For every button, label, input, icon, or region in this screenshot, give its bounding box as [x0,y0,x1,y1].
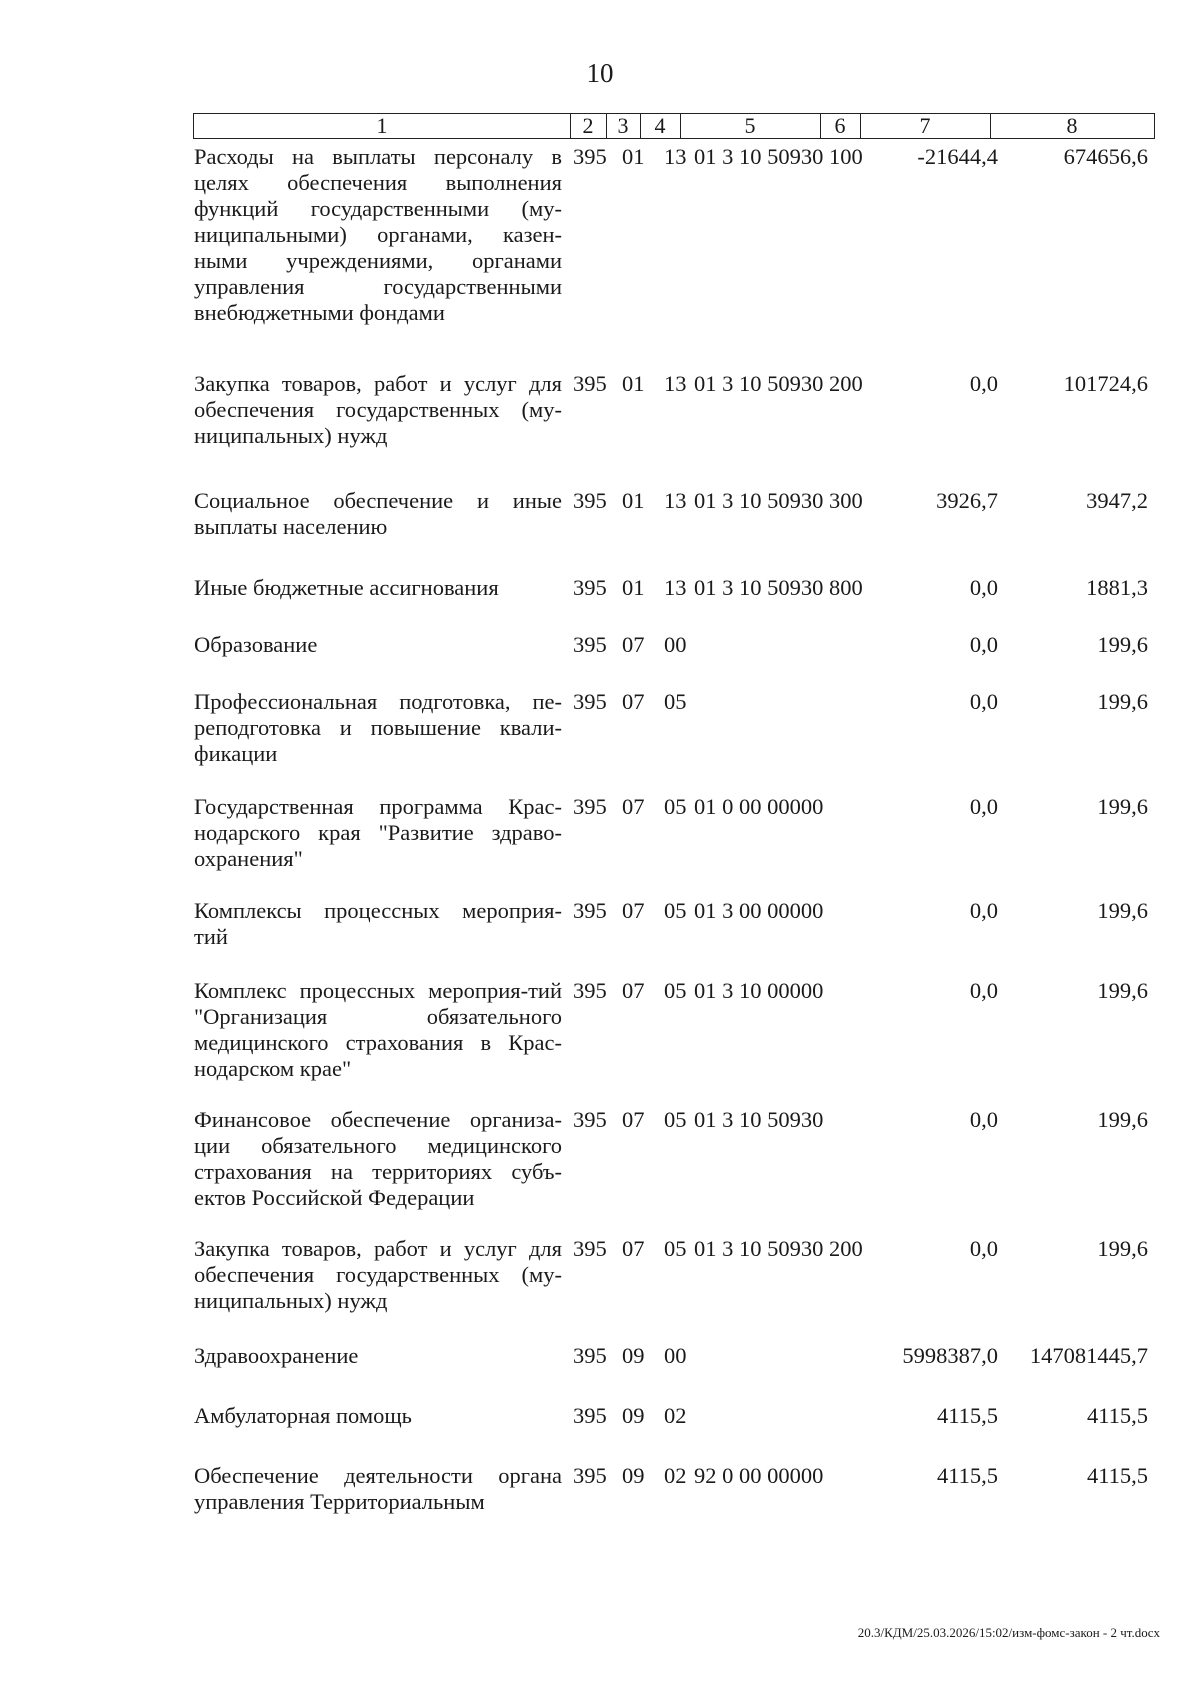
row-code-2: 395 [573,898,607,923]
row-value-8: 101724,6 [1063,371,1148,396]
row-value-8: 1881,3 [1086,575,1148,600]
header-col-1: 1 [376,113,388,138]
row-code-4: 13 [664,575,687,600]
row-value-8: 199,6 [1097,794,1148,819]
row-code-2: 395 [573,1107,607,1132]
row-code-5: 01 3 10 50930 300 [694,488,863,513]
row-code-4: 05 [664,1236,687,1261]
row-code-3: 01 [622,575,645,600]
header-col-5: 5 [744,113,756,138]
row-code-2: 395 [573,144,607,169]
row-value-7: 0,0 [969,794,998,819]
row-code-3: 01 [622,144,645,169]
row-code-3: 09 [622,1343,645,1368]
row-value-8: 199,6 [1097,898,1148,923]
row-description: Расходы на выплаты персоналу в целях обеспечения выполнения функций государственными (му-ниципальными) органами, казен-ными учреждениями, органами управления государственными внебюджетными фондами [194,144,562,325]
row-code-5: 01 0 00 00000 [694,794,824,819]
row-value-7: 4115,5 [936,1403,998,1428]
row-value-8: 199,6 [1097,978,1148,1003]
row-description: Здравоохранение [194,1343,359,1368]
header-col-8: 8 [1066,113,1078,138]
row-code-4: 05 [664,794,687,819]
row-code-2: 395 [573,488,607,513]
table-header [193,113,1155,139]
row-code-5: 01 3 10 50930 800 [694,575,863,600]
row-value-8: 674656,6 [1063,144,1148,169]
row-description: Обеспечение деятельности органа управления Территориальным [194,1463,562,1514]
row-code-3: 07 [622,978,645,1003]
row-code-2: 395 [573,1463,607,1488]
row-code-2: 395 [573,1343,607,1368]
row-code-4: 05 [664,898,687,923]
row-code-4: 05 [664,1107,687,1132]
row-value-7: 0,0 [969,371,998,396]
row-code-2: 395 [573,978,607,1003]
row-code-4: 02 [664,1403,687,1428]
row-code-4: 13 [664,488,687,513]
row-value-8: 147081445,7 [1029,1343,1148,1368]
row-code-3: 01 [622,488,645,513]
row-description: Амбулаторная помощь [194,1403,412,1428]
row-value-7: 0,0 [969,689,998,714]
row-value-7: -21644,4 [917,144,998,169]
row-value-7: 0,0 [969,1107,998,1132]
row-code-2: 395 [573,632,607,657]
row-description: Государственная программа Крас-нодарского края "Развитие здраво-охранения" [194,794,562,871]
row-description: Комплексы процессных мероприя-тий [194,898,562,949]
row-code-4: 05 [664,689,687,714]
document-footer: 20.3/КДМ/25.03.2026/15:02/изм-фомс-закон - 2 чт.docx [857,1625,1160,1640]
row-code-5: 01 3 10 50930 200 [694,1236,863,1261]
row-description: Финансовое обеспечение организа-ции обязательного медицинского страхования на территориях субъ-ектов Российской Федерации [194,1107,562,1210]
row-code-5: 01 3 10 50930 100 [694,144,863,169]
row-description: Иные бюджетные ассигнования [194,575,499,600]
row-code-5: 01 3 00 00000 [694,898,824,923]
row-code-4: 00 [664,632,687,657]
row-code-5: 01 3 10 50930 [694,1107,824,1132]
row-value-8: 4115,5 [1086,1463,1148,1488]
row-description: Образование [194,632,318,657]
header-col-3: 3 [617,113,629,138]
row-code-4: 02 [664,1463,687,1488]
row-code-2: 395 [573,575,607,600]
row-code-5: 01 3 10 00000 [694,978,824,1003]
row-code-4: 05 [664,978,687,1003]
row-value-7: 3926,7 [936,488,998,513]
row-code-2: 395 [573,1236,607,1261]
row-code-3: 07 [622,898,645,923]
row-value-7: 0,0 [969,898,998,923]
row-code-2: 395 [573,371,607,396]
row-code-2: 395 [573,689,607,714]
row-code-2: 395 [573,1403,607,1428]
header-col-7: 7 [919,113,931,138]
row-code-3: 09 [622,1463,645,1488]
row-value-7: 0,0 [969,1236,998,1261]
row-value-7: 5998387,0 [902,1343,998,1368]
row-value-7: 0,0 [969,978,998,1003]
row-value-7: 0,0 [969,632,998,657]
header-col-6: 6 [834,113,846,138]
row-value-8: 199,6 [1097,689,1148,714]
row-value-8: 4115,5 [1086,1403,1148,1428]
row-value-8: 199,6 [1097,1236,1148,1261]
row-code-3: 07 [622,1107,645,1132]
row-value-7: 4115,5 [936,1463,998,1488]
row-code-3: 07 [622,689,645,714]
header-col-4: 4 [654,113,666,138]
row-code-3: 01 [622,371,645,396]
page-number: 10 [586,58,614,88]
row-code-2: 395 [573,794,607,819]
row-code-5: 01 3 10 50930 200 [694,371,863,396]
row-value-8: 3947,2 [1086,488,1148,513]
row-code-5: 92 0 00 00000 [694,1463,824,1488]
row-value-8: 199,6 [1097,1107,1148,1132]
row-description: Закупка товаров, работ и услуг для обеспечения государственных (му-ниципальных) нужд [194,1236,562,1313]
row-code-3: 07 [622,632,645,657]
row-description: Социальное обеспечение и иные выплаты населению [194,488,562,539]
row-code-4: 00 [664,1343,687,1368]
header-col-2: 2 [582,113,594,138]
row-description: Комплекс процессных мероприя-тий "Организация обязательного медицинского страхования в Крас-нодарском крае" [194,978,562,1081]
row-value-7: 0,0 [969,575,998,600]
row-description: Закупка товаров, работ и услуг для обеспечения государственных (му-ниципальных) нужд [194,371,562,448]
row-code-3: 09 [622,1403,645,1428]
row-code-3: 07 [622,1236,645,1261]
row-code-4: 13 [664,144,687,169]
row-value-8: 199,6 [1097,632,1148,657]
row-code-3: 07 [622,794,645,819]
row-code-4: 13 [664,371,687,396]
row-description: Профессиональная подготовка, пе-реподготовка и повышение квали-фикации [194,689,562,766]
